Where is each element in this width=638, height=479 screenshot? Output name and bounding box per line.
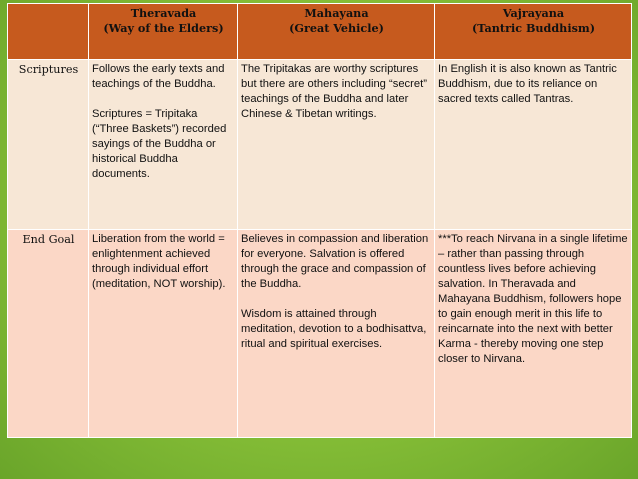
cell-scriptures-vajrayana	[435, 60, 632, 230]
cell-scriptures-theravada	[89, 60, 238, 230]
cell-paragraph: Wisdom is attained through meditation, devotion to a bodhisattva, ritual and spiritual exercises.	[241, 308, 427, 350]
cell-scriptures-mahayana	[238, 60, 435, 230]
cell-paragraph: Believes in compassion and liberation for everyone. Salvation is offered through the grace and compassion of the Buddha.	[241, 233, 429, 290]
header-theravada-name: Theravada	[130, 6, 197, 20]
comparison-table	[7, 3, 632, 438]
header-mahayana-name: Mahayana	[304, 6, 369, 20]
cell-paragraph: ***To reach Nirvana in a single lifetime – rather than passing through countless lives before achieving salvation. In Theravada and Mahayana Buddhism, followers hope to gain enough merit in this life to reincarnate into the next with better Karma - thereby moving one step closer to Nirvana.	[438, 233, 628, 365]
cell-paragraph: In English it is also known as Tantric Buddhism, due to its reliance on sacred texts called Tantras.	[438, 63, 617, 105]
cell-paragraph: Scriptures = Tripitaka (“Three Baskets”) recorded sayings of the Buddha or historical Buddha documents.	[92, 108, 227, 180]
table-row-scriptures	[8, 60, 632, 230]
comparison-table-container	[7, 3, 631, 437]
header-vajrayana-subtitle: (Tantric Buddhism)	[472, 21, 595, 35]
header-vajrayana	[435, 4, 632, 60]
row-label-scriptures: Scriptures	[8, 60, 89, 230]
header-mahayana	[238, 4, 435, 60]
cell-paragraph: Follows the early texts and teachings of the Buddha.	[92, 63, 225, 90]
slide-background-footer	[0, 440, 638, 479]
cell-end-goal-theravada	[89, 230, 238, 438]
cell-paragraph: Liberation from the world = enlightenment achieved through individual effort (meditation, NOT worship).	[92, 233, 226, 290]
table-row-end-goal	[8, 230, 632, 438]
cell-end-goal-mahayana	[238, 230, 435, 438]
header-row	[8, 4, 632, 60]
header-vajrayana-name: Vajrayana	[502, 6, 565, 20]
header-theravada-subtitle: (Way of the Elders)	[103, 21, 224, 35]
header-corner-cell	[8, 4, 89, 60]
header-mahayana-subtitle: (Great Vehicle)	[289, 21, 384, 35]
cell-end-goal-vajrayana	[435, 230, 632, 438]
header-theravada	[89, 4, 238, 60]
row-label-end-goal: End Goal	[8, 230, 89, 438]
cell-paragraph: The Tripitakas are worthy scriptures but there are others including “secret” teachings of the Buddha and later Chinese & Tibetan writings.	[241, 63, 427, 120]
